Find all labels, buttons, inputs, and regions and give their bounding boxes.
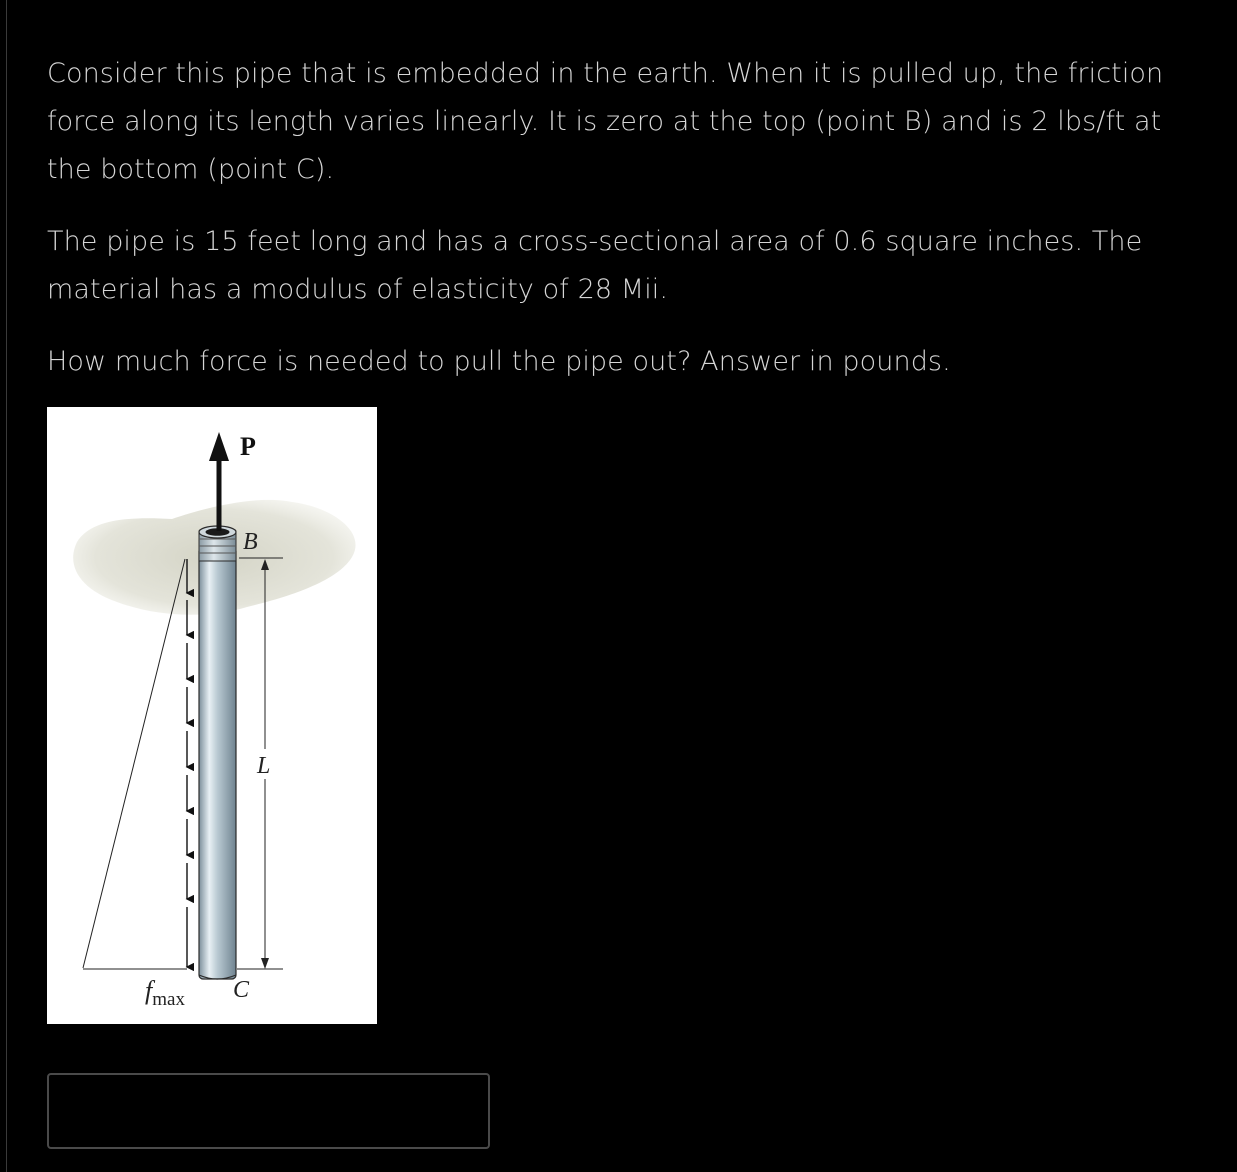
pipe-cap — [199, 526, 236, 561]
label-f: f — [145, 976, 153, 1005]
label-l: L — [257, 753, 271, 779]
question-paragraph-3: How much force is needed to pull the pipe out? Answer in pounds. — [47, 346, 951, 377]
answer-input[interactable] — [47, 1073, 490, 1149]
label-c: C — [233, 977, 250, 1003]
label-p: P — [240, 432, 256, 461]
pipe-body — [199, 547, 236, 979]
question-paragraph-2: The pipe is 15 feet long and has a cross-sectional area of 0.6 square inches. The material has a modulus of elasticity of 28 Mii. — [47, 226, 1143, 305]
pipe-diagram — [47, 407, 377, 1024]
question-paragraph-1: Consider this pipe that is embedded in the earth. When it is pulled up, the friction force along its length varies linearly. It is zero at the top (point B) and is 2 lbs/ft at the bottom (point C). — [47, 58, 1164, 185]
label-fmax — [145, 976, 185, 1010]
friction-distribution-slope — [83, 559, 185, 968]
left-border-rule — [6, 0, 7, 1172]
label-max: max — [152, 989, 185, 1010]
pipe-figure — [47, 407, 377, 1024]
force-p-arrowhead — [209, 432, 229, 461]
label-b: B — [243, 529, 258, 555]
question-text — [47, 50, 1197, 410]
